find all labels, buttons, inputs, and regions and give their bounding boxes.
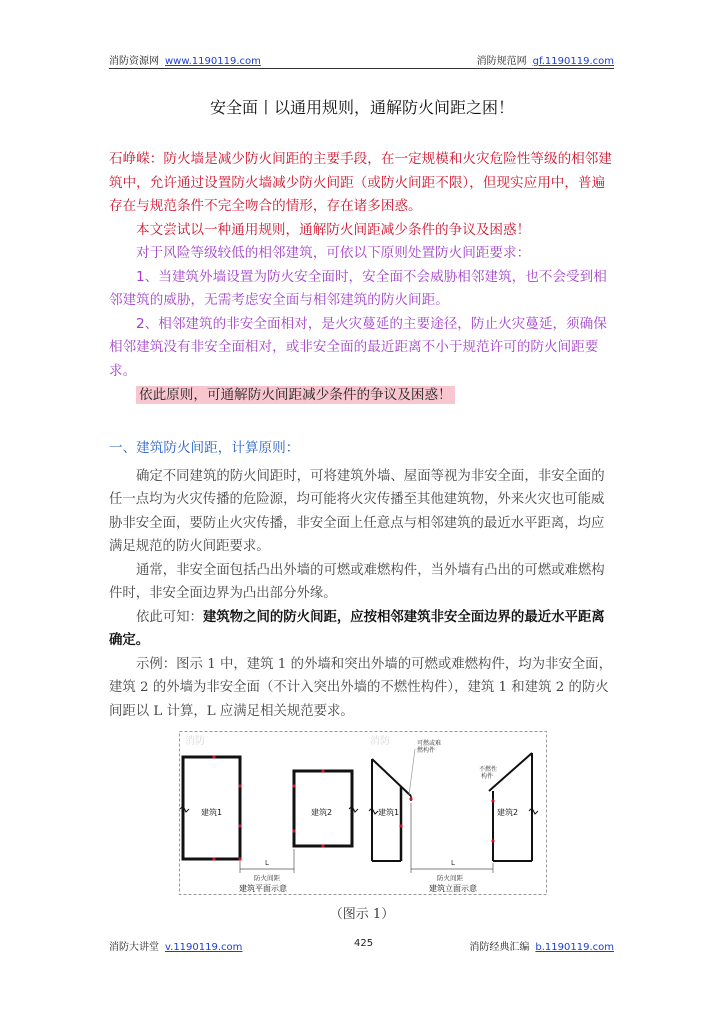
page-title: 安全面丨以通用规则，通解防火间距之困！ xyxy=(209,98,514,117)
highlight-line xyxy=(109,384,615,408)
header-right-link[interactable]: gf.1190119.com xyxy=(532,56,614,67)
figure-1 xyxy=(179,731,547,896)
header-right xyxy=(477,52,614,67)
watermark-left: 消防 xyxy=(185,736,205,747)
intro-paragraph-2: 本文尝试以一种通用规则，通解防火间距减少条件的争议及困惑！ xyxy=(136,221,531,238)
elevation-building-1-label: 建筑1 xyxy=(378,808,400,817)
intro-section xyxy=(109,148,615,408)
plan-caption: 建筑平面示意 xyxy=(239,884,287,893)
intro-paragraph-1: 石峥嵘：防火墙是减少防火间距的主要手段，在一定规模和火灾危险性等级的相邻建筑中，允许通过设置防火墙减少防火间距（或防火间距不限），但现实应用中，普遍存在与规范条件不完全吻合的情形，存在诸多困惑。 xyxy=(109,151,612,214)
header-left-label: 消防资源网 xyxy=(109,56,159,67)
elevation-distance-label: 防火间距 xyxy=(437,874,463,882)
watermark-right: 消防 xyxy=(370,736,390,747)
footer-left-label: 消防大讲堂 xyxy=(109,942,159,953)
footer-right-link[interactable]: b.1190119.com xyxy=(535,942,614,953)
elevation-dim-label: L xyxy=(451,859,455,867)
elevation-building-2-label: 建筑2 xyxy=(497,808,519,817)
figure-caption: （图示 1） xyxy=(329,907,395,922)
plan-distance-label: 防火间距 xyxy=(254,874,280,882)
footer-left xyxy=(109,938,242,953)
section-1-heading: 一、建筑防火间距，计算原则： xyxy=(109,440,300,456)
footer-left-link[interactable]: v.1190119.com xyxy=(165,942,243,953)
plan-dim-label: L xyxy=(265,859,269,867)
noncombustible-label-line-1: 不燃性 xyxy=(479,766,498,773)
elevation-caption: 建筑立面示意 xyxy=(429,884,477,893)
section-1-paragraph-1: 确定不同建筑的防火间距时，可将建筑外墙、屋面等视为非安全面，非安全面的任一点均为火灾传播的危险源，均可能将火灾传播至其他建筑物，外来火灾也可能威胁非安全面，要防止火灾传播，非安全面上任意点与相邻建筑的最近水平距离，均应满足规范的防火间距要求。 xyxy=(109,468,605,554)
header-left xyxy=(109,52,261,67)
conclusion-bold: 建筑物之间的防火间距，应按相邻建筑非安全面边界的最近水平距离确定。 xyxy=(109,608,605,648)
section-1-paragraph-3 xyxy=(109,606,615,653)
header-right-label: 消防规范网 xyxy=(476,56,527,67)
section-1-paragraph-4: 示例：图示 1 中，建筑 1 的外墙和突出外墙的可燃或难燃构件，均为非安全面，建筑 2 的外墙为非安全面（不计入突出外墙的不燃性构件），建筑 1 和建筑 2 的防火间距以 L 计算，L 应满足相关规范要求。 xyxy=(109,656,612,719)
header-left-link[interactable]: www.1190119.com xyxy=(165,56,261,67)
combustible-label-line-1: 可燃或难 xyxy=(417,740,442,747)
footer-right-label: 消防经典汇编 xyxy=(469,942,530,953)
plan-building-1-label: 建筑1 xyxy=(201,808,223,817)
intro-paragraph-3: 对于风险等级较低的相邻建筑，可依以下原则处置防火间距要求： xyxy=(136,245,531,261)
section-1-paragraph-2: 通常，非安全面包括凸出外墙的可燃或难燃构件，当外墙有凸出的可燃或难燃构件时，非安全面边界为凸出部分外缘。 xyxy=(109,562,605,601)
page-number: 425 xyxy=(354,938,374,949)
highlight-text: 依此原则，可通解防火间距减少条件的争议及困惑！ xyxy=(136,386,455,404)
noncombustible-label-line-2: 构件 xyxy=(481,773,494,780)
page-footer xyxy=(109,938,614,952)
principle-1: 1、当建筑外墙设置为防火安全面时，安全面不会威胁相邻建筑，也不会受到相邻建筑的威胁，无需考虑安全面与相邻建筑的防火间距。 xyxy=(109,268,607,308)
principle-2: 2、相邻建筑的非安全面相对，是火灾蔓延的主要途径，防止火灾蔓延，须确保相邻建筑没有非安全面相对，或非安全面的最近距离不小于规范许可的防火间距要求。 xyxy=(109,315,607,379)
conclusion-prefix: 依此可知： xyxy=(136,609,203,625)
section-1 xyxy=(109,437,615,723)
page-header xyxy=(109,52,614,69)
footer-right xyxy=(469,938,614,953)
combustible-label-line-2: 燃构件 xyxy=(417,747,436,754)
plan-building-2-label: 建筑2 xyxy=(311,808,333,817)
